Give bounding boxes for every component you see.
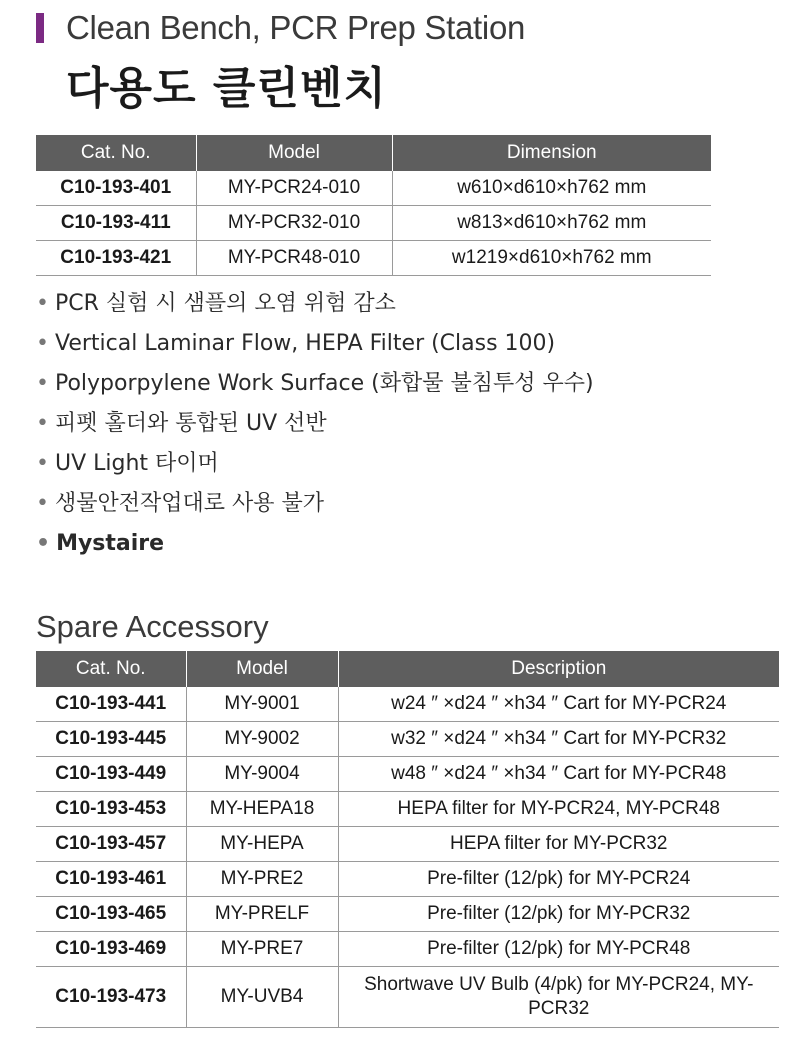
table-row [36, 827, 779, 862]
table-row [36, 932, 779, 967]
table-row [36, 792, 779, 827]
model-cell: MY-PRE7 [186, 932, 338, 967]
table-row [36, 897, 779, 932]
description-cell: Pre-filter (12/pk) for MY-PCR24 [338, 862, 779, 897]
feature-item [36, 368, 594, 408]
feature-item [36, 408, 594, 448]
feature-item [36, 328, 594, 368]
description-cell: w32 ″ ×d24 ″ ×h34 ″ Cart for MY-PCR32 [338, 722, 779, 757]
model-cell: MY-PCR32-010 [196, 206, 392, 241]
description-cell: Shortwave UV Bulb (4/pk) for MY-PCR24, MY-PCR32 [338, 967, 779, 1028]
cat-no-cell: C10-193-441 [36, 687, 186, 722]
feature-text: 피펫 홀더와 통합된 UV 선반 [54, 411, 327, 436]
cat-no-cell: C10-193-469 [36, 932, 186, 967]
description-cell: HEPA filter for MY-PCR32 [338, 827, 779, 862]
table-row [36, 757, 779, 792]
table-row [36, 171, 711, 206]
feature-list [36, 288, 594, 568]
feature-item [36, 448, 594, 488]
cat-no-cell: C10-193-453 [36, 792, 186, 827]
dimension-cell: w610×d610×h762 mm [392, 171, 711, 206]
table-row [36, 206, 711, 241]
dimension-cell: w813×d610×h762 mm [392, 206, 711, 241]
model-cell: MY-9002 [186, 722, 338, 757]
feature-text: Vertical Laminar Flow, HEPA Filter (Class 100) [54, 331, 556, 356]
column-header-dimension: Dimension [392, 135, 711, 171]
cat-no-cell: C10-193-457 [36, 827, 186, 862]
feature-text: Polyporpylene Work Surface (화합물 불침투성 우수) [54, 371, 594, 396]
model-cell: MY-HEPA [186, 827, 338, 862]
table-row [36, 722, 779, 757]
product-table-header-row [36, 135, 711, 171]
cat-no-cell: C10-193-473 [36, 967, 186, 1028]
model-cell: MY-9004 [186, 757, 338, 792]
accessory-table [36, 651, 779, 1028]
cat-no-cell: C10-193-445 [36, 722, 186, 757]
feature-text: UV Light 타이머 [54, 451, 219, 476]
column-header-model: Model [186, 651, 338, 687]
description-cell: Pre-filter (12/pk) for MY-PCR32 [338, 897, 779, 932]
title-accent-bar [36, 13, 44, 43]
bullet-icon: • [36, 491, 49, 516]
cat-no-cell: C10-193-465 [36, 897, 186, 932]
model-cell: MY-HEPA18 [186, 792, 338, 827]
model-cell: MY-PCR48-010 [196, 241, 392, 276]
bullet-icon: • [36, 451, 49, 476]
description-cell: HEPA filter for MY-PCR24, MY-PCR48 [338, 792, 779, 827]
model-cell: MY-PRE2 [186, 862, 338, 897]
feature-item [36, 288, 594, 328]
bullet-icon: • [36, 531, 51, 556]
table-row [36, 241, 711, 276]
column-header-description: Description [338, 651, 779, 687]
table-row [36, 687, 779, 722]
description-cell: w24 ″ ×d24 ″ ×h34 ″ Cart for MY-PCR24 [338, 687, 779, 722]
feature-text: Mystaire [56, 531, 165, 556]
cat-no-cell: C10-193-421 [36, 241, 196, 276]
model-cell: MY-PCR24-010 [196, 171, 392, 206]
title-english: Clean Bench, PCR Prep Station [66, 9, 526, 46]
table-row [36, 967, 779, 1028]
feature-text: 생물안전작업대로 사용 불가 [54, 491, 324, 516]
accessory-section-title: Spare Accessory [36, 609, 269, 644]
bullet-icon: • [36, 291, 49, 316]
column-header-cat-no: Cat. No. [36, 651, 186, 687]
model-cell: MY-PRELF [186, 897, 338, 932]
title-korean: 다용도 클린벤치 [66, 63, 387, 114]
cat-no-cell: C10-193-449 [36, 757, 186, 792]
cat-no-cell: C10-193-401 [36, 171, 196, 206]
title-en-block [36, 8, 525, 48]
feature-item-brand [36, 528, 594, 568]
model-cell: MY-UVB4 [186, 967, 338, 1028]
bullet-icon: • [36, 331, 49, 356]
bullet-icon: • [36, 411, 49, 436]
bullet-icon: • [36, 371, 49, 396]
cat-no-cell: C10-193-411 [36, 206, 196, 241]
dimension-cell: w1219×d610×h762 mm [392, 241, 711, 276]
description-cell: Pre-filter (12/pk) for MY-PCR48 [338, 932, 779, 967]
product-table [36, 135, 711, 276]
model-cell: MY-9001 [186, 687, 338, 722]
table-row [36, 862, 779, 897]
description-cell: w48 ″ ×d24 ″ ×h34 ″ Cart for MY-PCR48 [338, 757, 779, 792]
accessory-table-header-row [36, 651, 779, 687]
column-header-cat-no: Cat. No. [36, 135, 196, 171]
feature-item [36, 488, 594, 528]
cat-no-cell: C10-193-461 [36, 862, 186, 897]
column-header-model: Model [196, 135, 392, 171]
feature-text: PCR 실험 시 샘플의 오염 위험 감소 [54, 291, 396, 316]
